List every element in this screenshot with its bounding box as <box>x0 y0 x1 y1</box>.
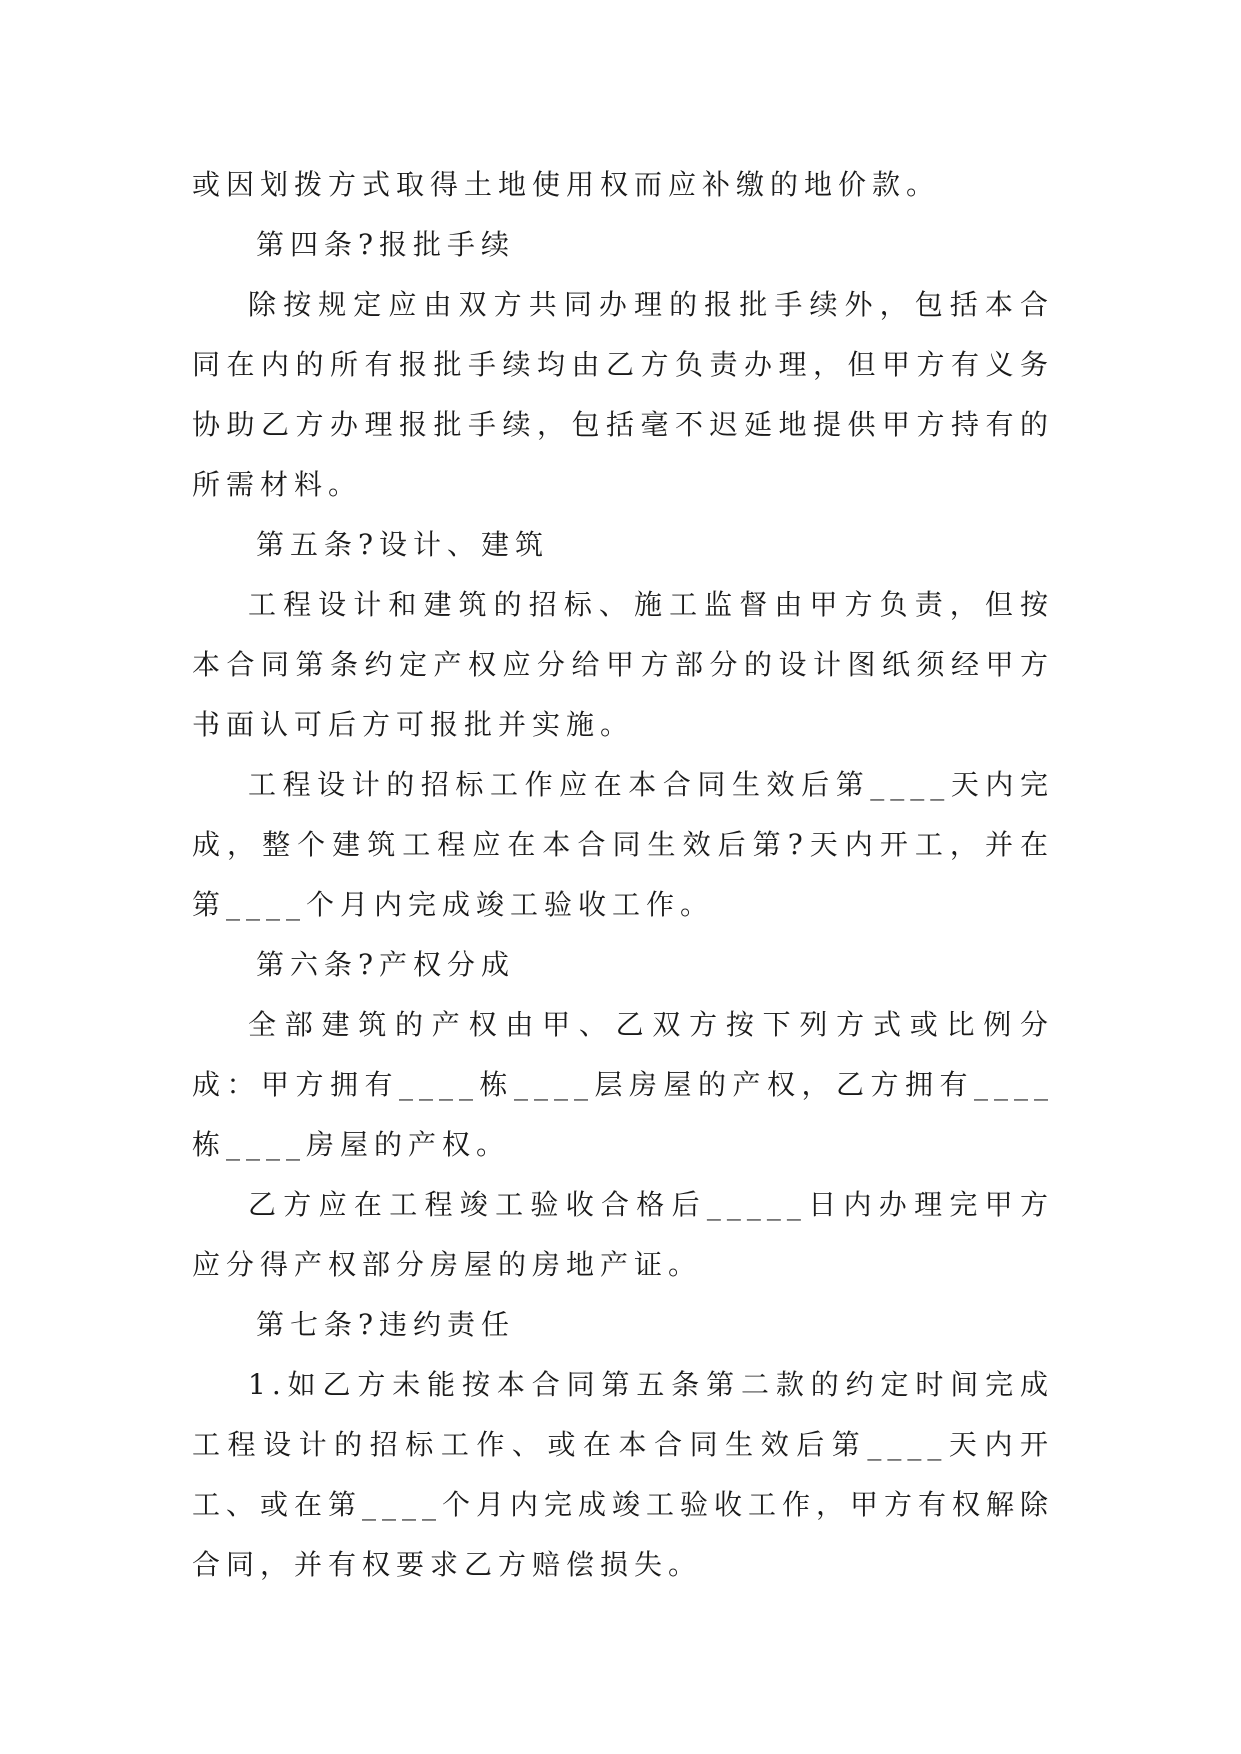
article-6-paragraph-1: 全部建筑的产权由甲、乙双方按下列方式或比例分成：甲方拥有____栋____层房屋的产权，乙方拥有____栋____房屋的产权。 <box>192 1008 1054 1161</box>
article-7-paragraph-1: 1.如乙方未能按本合同第五条第二款的约定时间完成工程设计的招标工作、或在本合同生效后第____天内开工、或在第____个月内完成竣工验收工作，甲方有权解除合同，并有权要求乙方赔偿损失。 <box>192 1368 1055 1581</box>
article-7-heading: 第七条?违约责任 <box>256 1308 516 1341</box>
article-6-heading: 第六条?产权分成 <box>256 948 516 981</box>
article-4-heading: 第四条?报批手续 <box>256 228 516 261</box>
article-4-paragraph: 除按规定应由双方共同办理的报批手续外，包括本合同在内的所有报批手续均由乙方负责办理，但甲方有义务协助乙方办理报批手续，包括毫不迟延地提供甲方持有的所需材料。 <box>192 288 1054 501</box>
article-5-heading: 第五条?设计、建筑 <box>256 528 550 561</box>
article-6-paragraph-2: 乙方应在工程竣工验收合格后_____日内办理完甲方应分得产权部分房屋的房地产证。 <box>192 1188 1054 1281</box>
document-body <box>192 155 1054 1595</box>
article-5-paragraph-2: 工程设计的招标工作应在本合同生效后第____天内完成，整个建筑工程应在本合同生效后第?天内开工，并在第____个月内完成竣工验收工作。 <box>192 768 1054 921</box>
paragraph-continuation: 或因划拨方式取得土地使用权而应补缴的地价款。 <box>192 168 941 201</box>
article-5-paragraph-1: 工程设计和建筑的招标、施工监督由甲方负责，但按本合同第条约定产权应分给甲方部分的设计图纸须经甲方书面认可后方可报批并实施。 <box>192 588 1054 741</box>
